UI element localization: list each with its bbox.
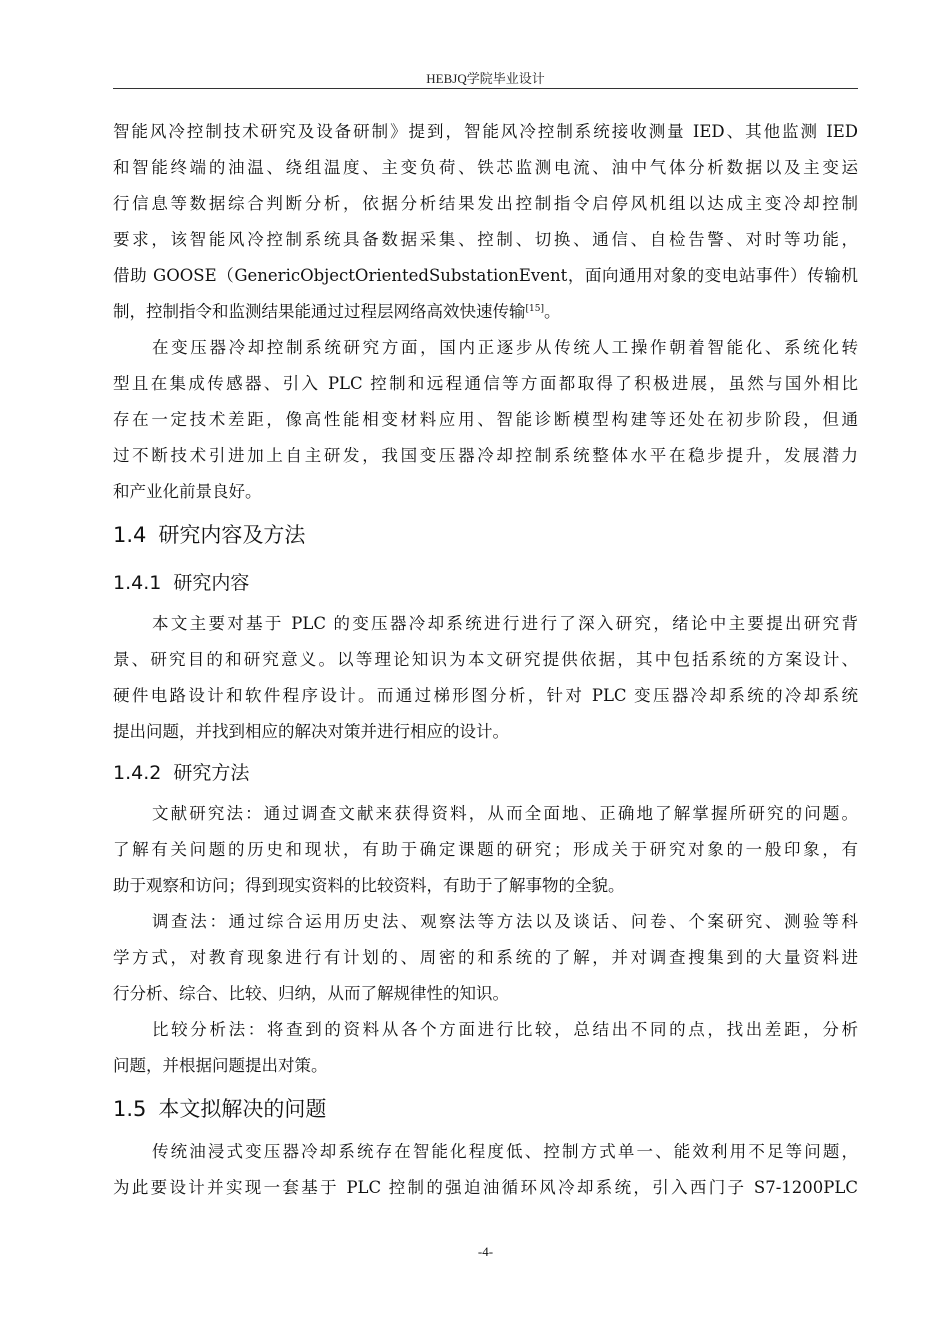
header-divider (113, 88, 858, 89)
text-line (113, 294, 858, 330)
text-line: 景、研究目的和研究意义。以等理论知识为本文研究提供依据，其中包括系统的方案设计、 (113, 650, 858, 669)
paragraph-3 (113, 606, 858, 750)
text-line: 型且在集成传感器、引入 PLC 控制和远程通信等方面都取得了积极进展，虽然与国外相比 (113, 374, 858, 393)
text-line: 硬件电路设计和软件程序设计。而通过梯形图分析，针对 PLC 变压器冷却系统的冷却系统 (113, 686, 858, 705)
section-number: 1.4.1 (113, 572, 162, 594)
text-line: 借助 GOOSE（GenericObjectOrientedSubstationEvent，面向通用对象的变电站事件）传输机 (113, 266, 858, 285)
citation-reference: [15] (525, 304, 544, 314)
section-heading-1-5 (113, 1084, 858, 1134)
page-number: -4- (477, 1244, 494, 1259)
text-line: 和智能终端的油温、绕组温度、主变负荷、铁芯监测电流、油中气体分析数据以及主变运 (113, 158, 858, 177)
paragraph-5 (113, 904, 858, 1012)
text-line: 文献研究法：通过调查文献来获得资料，从而全面地、正确地了解掌握所研究的问题。 (152, 804, 858, 823)
section-title: 研究方法 (173, 762, 250, 784)
section-title: 研究内容及方法 (158, 523, 306, 547)
text-line: 过不断技术引进加上自主研发，我国变压器冷却控制系统整体水平在稳步提升，发展潜力 (113, 446, 858, 465)
subsection-heading-1-4-2 (113, 750, 858, 796)
section-heading-1-4 (113, 510, 858, 560)
section-title: 研究内容 (173, 572, 250, 594)
text-line: 在变压器冷却控制系统研究方面，国内正逐步从传统人工操作朝着智能化、系统化转 (152, 338, 858, 357)
paragraph-7 (113, 1134, 858, 1206)
paragraph-1 (113, 114, 858, 330)
text-line: 为此要设计并实现一套基于 PLC 控制的强迫油循环风冷却系统，引入西门子 S7-1200PLC (113, 1178, 858, 1197)
section-number: 1.4.2 (113, 762, 162, 784)
text-line: 行信息等数据综合判断分析，依据分析结果发出控制指令启停风机组以达成主变冷却控制 (113, 194, 858, 213)
text-line: 本文主要对基于 PLC 的变压器冷却系统进行进行了深入研究，绪论中主要提出研究背 (152, 614, 858, 633)
text-line: 问题，并根据问题提出对策。 (113, 1056, 328, 1075)
text-span: 。 (543, 302, 561, 321)
text-line: 行分析、综合、比较、归纳，从而了解规律性的知识。 (113, 984, 509, 1003)
text-line: 了解有关问题的历史和现状，有助于确定课题的研究；形成关于研究对象的一般印象，有 (113, 840, 858, 859)
paragraph-6 (113, 1012, 858, 1084)
paragraph-4 (113, 796, 858, 904)
running-header: HEBJQ学院毕业设计 (426, 71, 545, 86)
page-body (113, 114, 858, 1206)
text-line: 调查法：通过综合运用历史法、观察法等方法以及谈话、问卷、个案研究、测验等科 (152, 912, 858, 931)
text-line: 比较分析法：将查到的资料从各个方面进行比较，总结出不同的点，找出差距，分析 (152, 1020, 858, 1039)
paragraph-2 (113, 330, 858, 510)
text-line: 提出问题，并找到相应的解决对策并进行相应的设计。 (113, 722, 509, 741)
text-line: 要求，该智能风冷控制系统具备数据采集、控制、切换、通信、自检告警、对时等功能， (113, 230, 858, 249)
text-line: 传统油浸式变压器冷却系统存在智能化程度低、控制方式单一、能效利用不足等问题， (152, 1142, 858, 1161)
subsection-heading-1-4-1 (113, 560, 858, 606)
text-span: 制，控制指令和监测结果能通过过程层网络高效快速传输 (113, 302, 526, 321)
section-number: 1.5 (113, 1097, 147, 1121)
text-line: 智能风冷控制技术研究及设备研制》提到，智能风冷控制系统接收测量 IED、其他监测 IED (113, 122, 858, 141)
text-line: 助于观察和访问；得到现实资料的比较资料，有助于了解事物的全貌。 (113, 876, 625, 895)
section-number: 1.4 (113, 523, 147, 547)
text-line: 和产业化前景良好。 (113, 482, 262, 501)
text-line: 存在一定技术差距，像高性能相变材料应用、智能诊断模型构建等还处在初步阶段，但通 (113, 410, 858, 429)
text-line: 学方式，对教育现象进行有计划的、周密的和系统的了解，并对调查搜集到的大量资料进 (113, 948, 858, 967)
section-title: 本文拟解决的问题 (158, 1097, 327, 1121)
